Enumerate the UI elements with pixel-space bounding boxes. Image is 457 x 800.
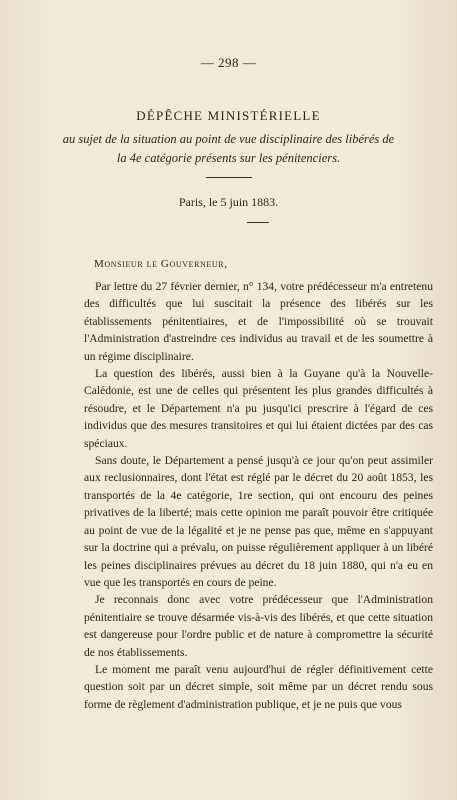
document-subtitle: au sujet de la situation au point de vue disciplinaire des libérés de la 4e catégorie présents sur les pénitenciers. (62, 132, 395, 165)
paragraph: Le moment me paraît venu aujourd'hui de régler définitivement cette question soit par un décret simple, soit même par un décret rendu sous forme de règlement d'administration publique, et je ne puis que vous (84, 662, 433, 711)
paragraph: Je reconnais donc avec votre prédécesseur que l'Administration pénitentiaire se trouve désarmée vis-à-vis des libérés, et que cette situation est dangereuse pour l'ordre public et de nature à compromettre la sécurité de nos établissements. (84, 593, 433, 659)
paragraph: Par lettre du 27 février dernier, n° 134, votre prédécesseur m'a entretenu des difficultés que lui suscitait la présence des libérés sur les établissements pénitentiaires, et de l'impossibilité où se trouvait l'Administration d'astreindre ces individus au travail et de les soumettre à un régime disciplinaire. (84, 280, 433, 363)
document-title: DÉPÊCHE MINISTÉRIELLE (136, 108, 321, 123)
dateline-divider (247, 222, 269, 223)
dateline: Paris, le 5 juin 1883. (178, 195, 279, 209)
title-divider (206, 177, 252, 178)
salutation: Monsieur le Gouverneur, (94, 258, 228, 270)
paragraph: Sans doute, le Département a pensé jusqu'à ce jour qu'on peut assimiler aux reclusionnaires, dont l'état est réglé par le décret du 20 août 1853, les transportés de la 4e catégorie, 1re section, qui ont encouru des peines privatives de la liberté; mais cette opinion me paraît pouvoir être critiquée au point de vue de la légalité et je ne pense pas que, même en s'appuyant sur la doctrine qui a prévalu, on puisse régulièrement appliquer à un libéré les peines disciplinaires prévues au décret du 18 juin 1880, qui n'a eu en vue que les transportés en cours de peine. (84, 454, 433, 589)
letter-body (84, 278, 433, 713)
page-number: — 298 — (200, 55, 257, 70)
paragraph: La question des libérés, aussi bien à la Guyane qu'à la Nouvelle-Calédonie, est une de celles qui présentent les plus grandes difficultés à résoudre, et le Département n'a pu jusqu'ici prescrire à l'égard de ces individus que des mesures transitoires et qui lui étaient dictées par des cas spéciaux. (84, 367, 433, 450)
